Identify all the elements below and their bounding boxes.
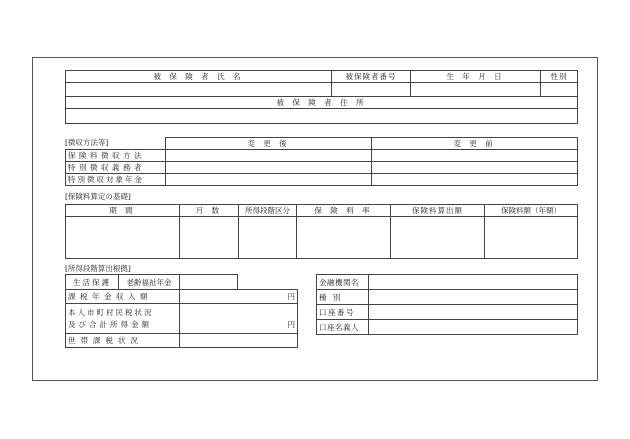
birthdate-header: 生 年 月 日 xyxy=(411,71,541,83)
resident-tax-label-line1: 本人市町村民税状況 xyxy=(68,307,154,317)
basis-table xyxy=(65,204,578,259)
rate-header: 保 険 料 率 xyxy=(297,205,391,217)
after-change-header: 変 更 後 xyxy=(166,138,372,150)
household-tax-field[interactable] xyxy=(180,334,298,348)
special-collector-after[interactable] xyxy=(166,162,372,174)
calculated-amount-header: 保険料算出額 xyxy=(391,205,485,217)
account-type-label: 種 別 xyxy=(317,290,369,305)
collection-method-label: 保険料徴収方法 xyxy=(66,150,166,162)
annual-amount-field[interactable] xyxy=(485,217,578,259)
calculated-amount-field[interactable] xyxy=(391,217,485,259)
sex-field[interactable] xyxy=(541,83,578,97)
collection-method-before[interactable] xyxy=(372,150,578,162)
pension-label: 老齢福祉年金 xyxy=(119,275,180,290)
resident-tax-label xyxy=(66,304,180,334)
livelihood-label: 生活保護 xyxy=(66,275,119,290)
account-number-field[interactable] xyxy=(369,305,578,320)
insured-name-header: 被 保 険 者 氏 名 xyxy=(66,71,332,83)
bank-table xyxy=(316,274,578,335)
special-pension-after[interactable] xyxy=(166,174,372,186)
months-header: 月 数 xyxy=(180,205,239,217)
insured-name-field[interactable] xyxy=(66,83,332,97)
period-field[interactable] xyxy=(66,217,180,259)
household-tax-label: 世帯課税状況 xyxy=(66,334,180,348)
rate-field[interactable] xyxy=(297,217,391,259)
insured-number-field[interactable] xyxy=(332,83,411,97)
account-holder-field[interactable] xyxy=(369,320,578,335)
birthdate-field[interactable] xyxy=(411,83,541,97)
sex-header: 性別 xyxy=(541,71,578,83)
annual-amount-header: 保険料額（年額） xyxy=(485,205,578,217)
income-bracket-header: 所得段階区分 xyxy=(239,205,297,217)
account-holder-label: 口座名義人 xyxy=(317,320,369,335)
special-pension-before[interactable] xyxy=(372,174,578,186)
taxable-pension-field[interactable]: 円 xyxy=(180,290,298,304)
resident-tax-field[interactable]: 円 xyxy=(180,304,298,334)
taxable-pension-label: 課税年金収入額 xyxy=(66,290,180,304)
insured-number-header: 被保険者番号 xyxy=(332,71,411,83)
income-bracket-field[interactable] xyxy=(239,217,297,259)
account-type-field[interactable] xyxy=(369,290,578,305)
special-collector-label: 特別徴収義務者 xyxy=(66,162,166,174)
months-field[interactable] xyxy=(180,217,239,259)
period-header: 期 間 xyxy=(66,205,180,217)
insured-table xyxy=(65,70,578,124)
income-section-label: [所得段階算出根拠] xyxy=(65,264,131,273)
collection-table xyxy=(65,137,578,186)
insured-address-field[interactable] xyxy=(66,109,578,124)
basis-section-label: [保険料算定の基礎] xyxy=(65,192,131,201)
special-pension-label: 特別徴収対象年金 xyxy=(66,174,166,186)
special-collector-before[interactable] xyxy=(372,162,578,174)
before-change-header: 変 更 前 xyxy=(372,138,578,150)
account-number-label: 口座番号 xyxy=(317,305,369,320)
collection-method-after[interactable] xyxy=(166,150,372,162)
pension-field[interactable] xyxy=(180,275,238,290)
insured-address-header: 被 保 険 者 住 所 xyxy=(66,97,578,109)
bank-institution-field[interactable] xyxy=(369,275,578,290)
collection-section-label: [徴収方法等] xyxy=(65,138,109,147)
bank-institution-label: 金融機関名 xyxy=(317,275,369,290)
income-table xyxy=(65,274,298,348)
resident-tax-label-line2: 及び合計所得金額 xyxy=(68,319,152,329)
